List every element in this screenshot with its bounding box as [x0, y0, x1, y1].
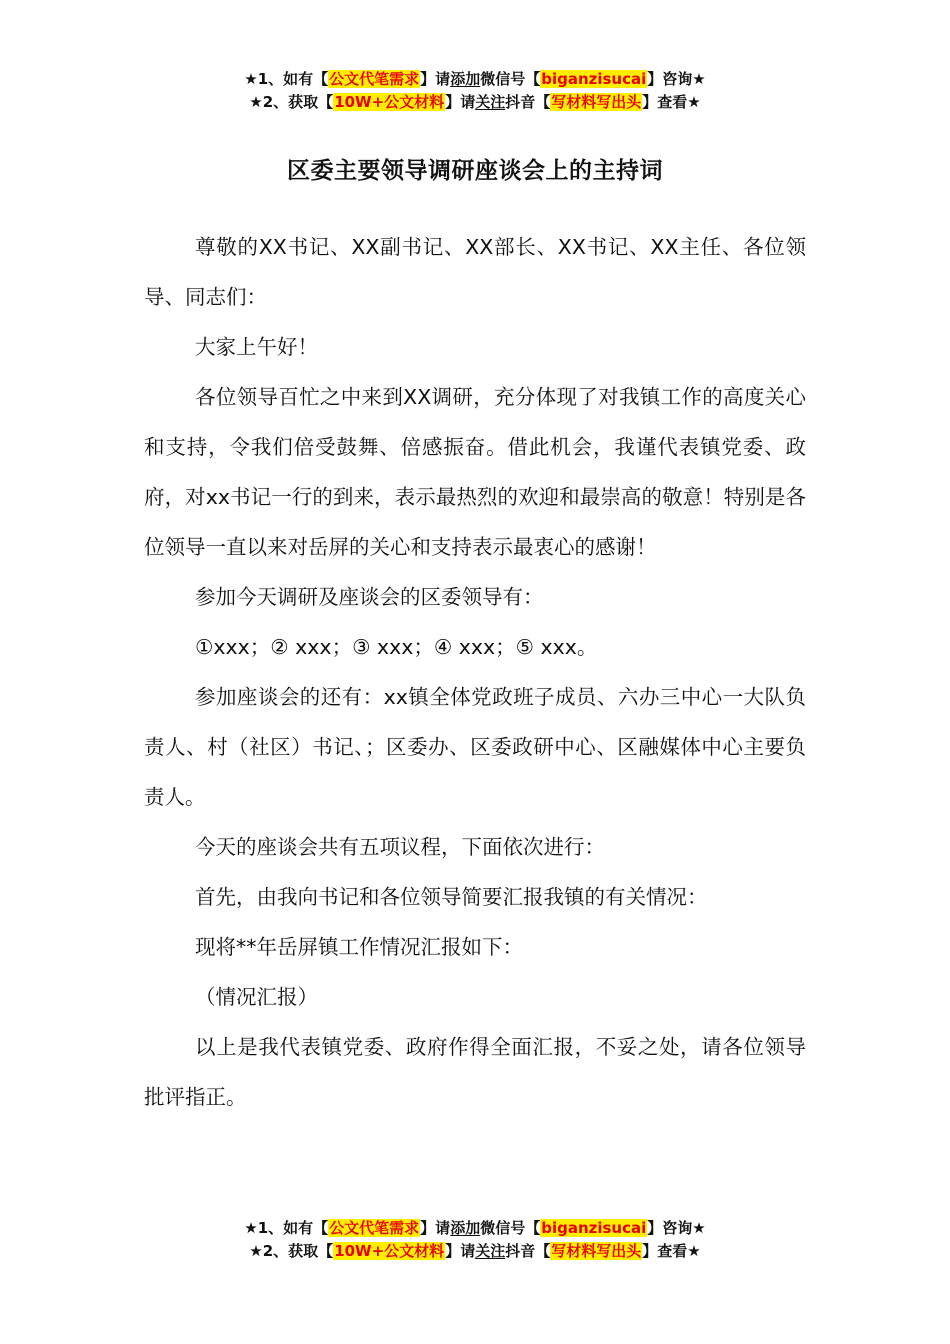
paragraph: （情况汇报） — [195, 985, 318, 1009]
paragraph: 现将**年岳屏镇工作情况汇报如下： — [195, 935, 523, 959]
banner-text: 】请 — [420, 70, 451, 88]
banner-text: 】查看★ — [642, 93, 701, 111]
banner-text: 抖音【 — [505, 93, 551, 111]
paragraph: 首先，由我向书记和各位领导简要汇报我镇的有关情况： — [195, 885, 708, 909]
paragraph: 今天的座谈会共有五项议程，下面依次进行： — [195, 835, 605, 859]
douyin-id-highlight: 写材料写出头 — [551, 1242, 642, 1260]
banner-text: ★1、如有【 — [244, 1219, 329, 1237]
banner-text: ★2、获取【 — [249, 93, 334, 111]
banner-text: 】请 — [445, 93, 476, 111]
banner-text: 】查看★ — [642, 1242, 701, 1260]
banner-highlight: 公文代笔需求 — [329, 70, 420, 88]
document-title: 区委主要领导调研座谈会上的主持词 — [287, 158, 663, 184]
banner-underline: 添加 — [450, 1219, 481, 1237]
banner-text: 微信号【 — [480, 1219, 541, 1237]
paragraph: 尊敬的XX书记、XX副书记、XX部长、XX书记、XX主任、各位领导、同志们： — [144, 235, 806, 309]
banner-text: 】请 — [420, 1219, 451, 1237]
document-body — [144, 222, 806, 1122]
paragraph: 参加座谈会的还有：xx镇全体党政班子成员、六办三中心一大队负责人、村（社区）书记、；区委办、区委政研中心、区融媒体中心主要负责人。 — [144, 685, 806, 809]
banner-highlight: 10W+公文材料 — [334, 93, 445, 111]
banner-highlight: 公文代笔需求 — [329, 1219, 420, 1237]
banner-underline: 关注 — [475, 93, 506, 111]
banner-line-1 — [0, 68, 950, 91]
banner-line-2 — [0, 91, 950, 114]
footer-banner — [0, 1217, 950, 1263]
banner-underline: 添加 — [450, 70, 481, 88]
paragraph: 各位领导百忙之中来到XX调研，充分体现了对我镇工作的高度关心和支持，令我们倍受鼓舞、倍感振奋。借此机会，我谨代表镇党委、政府，对xx书记一行的到来，表示最热烈的欢迎和最崇高的敬意！特别是各位领导一直以来对岳屏的关心和支持表示最衷心的感谢！ — [144, 385, 806, 559]
banner-text: 抖音【 — [505, 1242, 551, 1260]
banner-text: 】咨询★ — [647, 1219, 706, 1237]
banner-text: 】请 — [445, 1242, 476, 1260]
paragraph: ①xxx；② xxx；③ xxx；④ xxx；⑤ xxx。 — [195, 635, 598, 659]
banner-text: ★2、获取【 — [249, 1242, 334, 1260]
banner-text: 】咨询★ — [647, 70, 706, 88]
banner-text: 微信号【 — [480, 70, 541, 88]
banner-line-2 — [0, 1240, 950, 1263]
douyin-id-highlight: 写材料写出头 — [551, 93, 642, 111]
header-banner — [0, 68, 950, 114]
paragraph: 大家上午好！ — [195, 335, 318, 359]
wechat-id-highlight: biganzisucai — [541, 70, 647, 88]
banner-line-1 — [0, 1217, 950, 1240]
paragraph: 以上是我代表镇党委、政府作得全面汇报，不妥之处，请各位领导批评指正。 — [144, 1035, 806, 1109]
banner-highlight: 10W+公文材料 — [334, 1242, 445, 1260]
paragraph: 参加今天调研及座谈会的区委领导有： — [195, 585, 544, 609]
banner-text: ★1、如有【 — [244, 70, 329, 88]
banner-underline: 关注 — [475, 1242, 506, 1260]
wechat-id-highlight: biganzisucai — [541, 1219, 647, 1237]
